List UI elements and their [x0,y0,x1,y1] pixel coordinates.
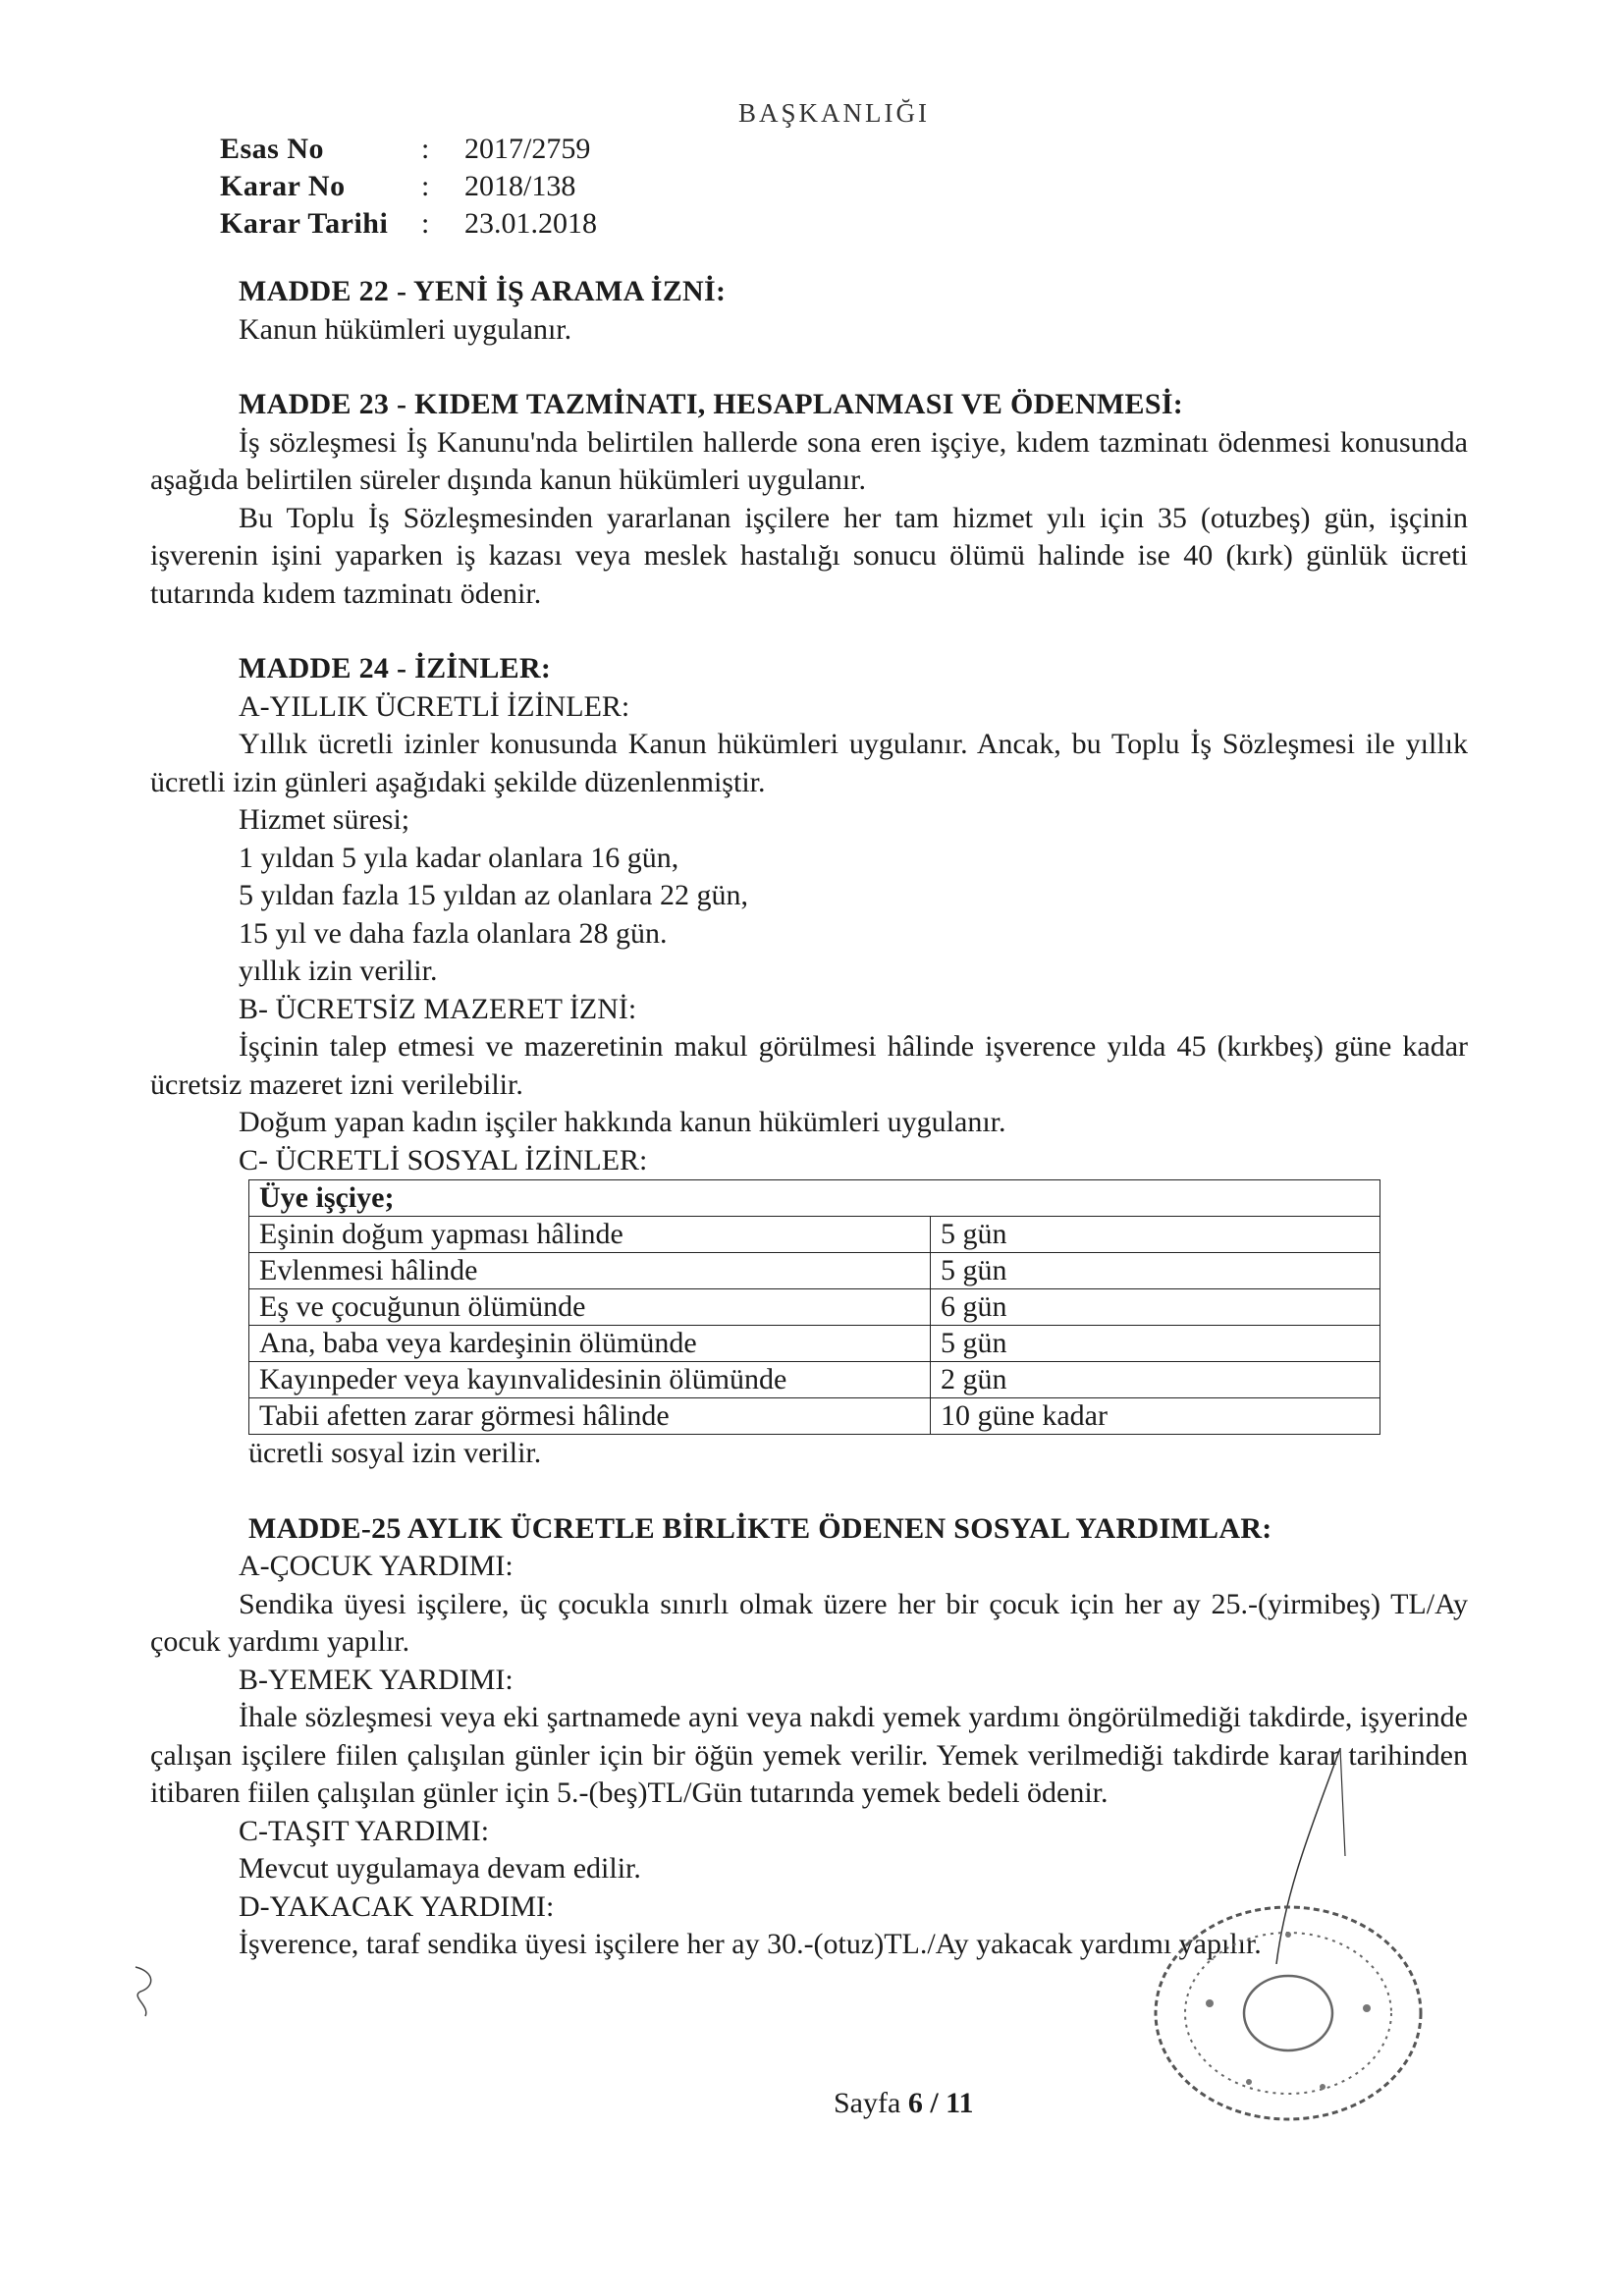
article-text: Kanun hükümleri uygulanır. [239,312,572,346]
meta-colon: : [421,207,430,240]
section-title: A-YILLIK ÜCRETLİ İZİNLER: [239,689,630,723]
section-title: C- ÜCRETLİ SOSYAL İZİNLER: [239,1143,648,1176]
table-cell-value: 10 güne kadar [931,1398,1380,1435]
list-item: 1 yıldan 5 yıla kadar olanlara 16 gün, [239,841,679,874]
table-row [249,1398,1380,1435]
paragraph: Mevcut uygulamaya devam edilir. [239,1852,641,1885]
table-cell-label: Evlenmesi hâlinde [249,1253,931,1289]
document-body [150,273,1468,1964]
list-item: Hizmet süresi; [239,803,410,836]
section-title: A-ÇOCUK YARDIMI: [239,1550,514,1582]
table-row [249,1289,1380,1326]
paragraph: Bu Toplu İş Sözleşmesinden yararlanan işçilere her tam hizmet yılı için 35 (otuzbeş) gün, işçinin işverenin işini yaparken iş kazası veya meslek hastalığı sonucu ölümü halinde ise 40 (kırk) günlük ücreti tutarında kıdem tazminatı ödenir. [150,501,1468,610]
official-seal-icon [1141,1895,1435,2131]
list-item: 15 yıl ve daha fazla olanlara 28 gün. [239,916,668,950]
paragraph: Doğum yapan kadın işçiler hakkında kanun hükümleri uygulanır. [239,1106,1006,1138]
table-row [249,1326,1380,1362]
case-meta [220,131,597,243]
table-row [249,1253,1380,1289]
table-cell-label: Ana, baba veya kardeşinin ölümünde [249,1326,931,1362]
page-total: 11 [946,2087,974,2119]
table-cell-value: 5 gün [931,1253,1380,1289]
meta-colon: : [421,170,430,202]
table-cell-value: 5 gün [931,1326,1380,1362]
stamp-header-text: BAŞKANLIĞI [738,98,930,128]
article-heading: MADDE 22 - YENİ İŞ ARAMA İZNİ: [239,275,727,307]
table-header-cell: Üye işçiye; [249,1180,1380,1217]
page-number [834,2087,974,2120]
meta-label: Esas No [220,133,325,165]
paragraph: Yıllık ücretli izinler konusunda Kanun hükümleri uygulanır. Ancak, bu Toplu İş Sözleşmesi ile yıllık ücretli izin günleri aşağıdaki şekilde düzenlenmiştir. [150,728,1468,798]
section-title: B- ÜCRETSİZ MAZERET İZNİ: [239,992,637,1025]
table-row [249,1362,1380,1398]
meta-label: Karar No [220,170,346,202]
list-item: yıllık izin verilir. [239,955,438,987]
article-heading: MADDE-25 AYLIK ÜCRETLE BİRLİKTE ÖDENEN SOSYAL YARDIMLAR: [248,1511,1272,1545]
meta-label: Karar Tarihi [220,207,389,240]
margin-initial-mark [131,1962,160,2021]
article-heading: MADDE 24 - İZİNLER: [239,652,552,684]
page-separator: / [930,2087,939,2119]
meta-value: 23.01.2018 [464,207,597,240]
page-current: 6 [907,2087,923,2119]
paragraph: İşçinin talep etmesi ve mazeretinin makul görülmesi hâlinde işverence yılda 45 (kırkbeş) güne kadar ücretsiz mazeret izni verilebilir. [150,1030,1468,1101]
table-cell-value: 6 gün [931,1289,1380,1326]
paragraph: İşverence, taraf sendika üyesi işçilere her ay 30.-(otuz)TL./Ay yakacak yardımı yapılır. [239,1928,1262,1960]
meta-colon: : [421,133,430,165]
list-item: 5 yıldan fazla 15 yıldan az olanlara 22 gün, [239,879,748,911]
table-cell-label: Kayınpeder veya kayınvalidesinin ölümünde [249,1362,931,1398]
table-cell-label: Tabii afetten zarar görmesi hâlinde [249,1398,931,1435]
article-22 [239,273,1468,349]
section-title: B-YEMEK YARDIMI: [239,1663,514,1696]
table-footer-text: ücretli sosyal izin verilir. [248,1437,542,1469]
table-header-row [249,1180,1380,1217]
table-row [249,1217,1380,1253]
article-23 [150,386,1468,613]
meta-row-karar-tarihi [220,205,597,243]
paragraph: Sendika üyesi işçilere, üç çocukla sınırlı olmak üzere her bir çocuk için her ay 25.-(yirmibeş) TL/Ay çocuk yardımı yapılır. [150,1587,1468,1658]
social-leave-table [248,1179,1380,1435]
table-cell-value: 5 gün [931,1217,1380,1253]
table-cell-label: Eş ve çocuğunun ölümünde [249,1289,931,1326]
table-cell-label: Eşinin doğum yapması hâlinde [249,1217,931,1253]
article-24 [150,650,1468,1473]
paragraph: İhale sözleşmesi veya eki şartnamede ayni veya nakdi yemek yardımı öngörülmediği takdirde, işyerinde çalışan işçilere fiilen çalışılan günler için bir öğün yemek verilir. Yemek verilmediği takdirde karar tarihinden itibaren fiilen çalışılan günler için 5.-(beş)TL/Gün tutarında yemek bedeli ödenir. [150,1701,1468,1809]
page-prefix: Sayfa [834,2087,901,2119]
paragraph: İş sözleşmesi İş Kanunu'nda belirtilen hallerde sona eren işçiye, kıdem tazminatı ödenmesi konusunda aşağıda belirtilen süreler dışında kanun hükümleri uygulanır. [150,425,1468,496]
meta-value: 2017/2759 [464,133,591,165]
article-heading: MADDE 23 - KIDEM TAZMİNATI, HESAPLANMASI VE ÖDENMESİ: [239,388,1184,420]
meta-row-esas [220,131,597,168]
meta-value: 2018/138 [464,170,576,202]
section-title: D-YAKACAK YARDIMI: [239,1889,555,1923]
section-title: C-TAŞIT YARDIMI: [239,1814,490,1847]
table-cell-value: 2 gün [931,1362,1380,1398]
meta-row-karar [220,168,597,205]
